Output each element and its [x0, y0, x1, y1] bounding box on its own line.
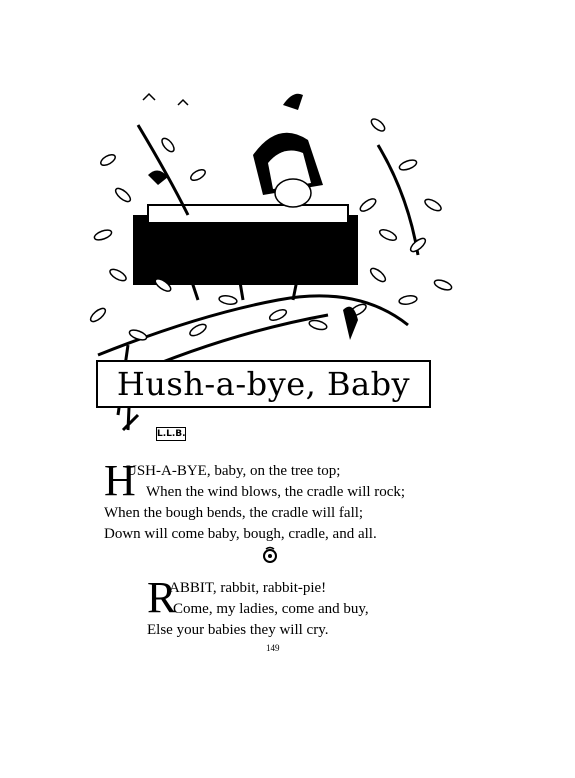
- ornament-icon: [261, 546, 279, 564]
- verse-line: Come, my ladies, come and buy,: [173, 601, 369, 617]
- artist-monogram: L.L.B.: [157, 429, 186, 439]
- title-panel: [96, 360, 431, 408]
- drop-cap: H: [104, 456, 136, 505]
- verse-rabbit: [147, 573, 369, 641]
- verse-line: When the bough bends, the cradle will fall;: [104, 505, 364, 521]
- verse-line: When the wind blows, the cradle will rock;: [146, 484, 406, 500]
- page-title: Hush-a-bye, Baby: [116, 365, 411, 403]
- verse-line: USH-A-BYE, baby, on the tree top;: [126, 463, 341, 479]
- verse-line: Else your babies they will cry.: [147, 622, 329, 638]
- verse-hush-a-bye: [104, 456, 406, 545]
- drop-cap: R: [147, 573, 177, 622]
- verse-line: ABBIT, rabbit, rabbit-pie!: [169, 580, 327, 596]
- verse-line: Down will come baby, bough, cradle, and all.: [104, 526, 377, 542]
- cradle: [133, 133, 358, 300]
- page-number: 149: [266, 643, 280, 653]
